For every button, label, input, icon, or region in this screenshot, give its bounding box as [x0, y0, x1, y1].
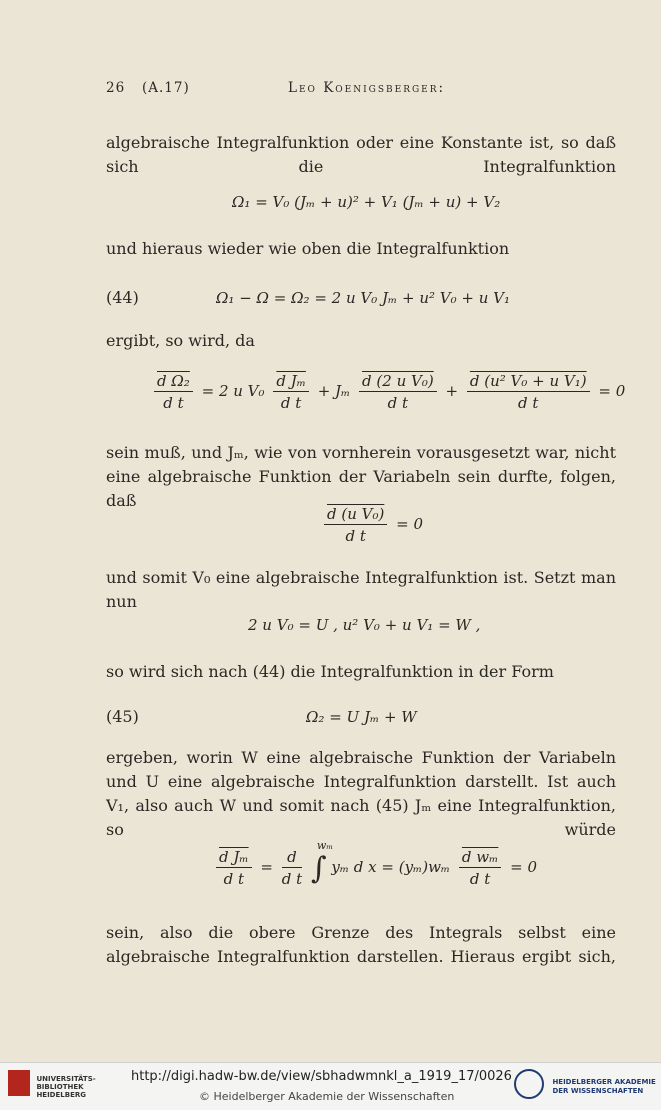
academy-seal-icon	[514, 1069, 544, 1099]
paragraph-8: sein, also die obere Grenze des Integrals selbst eine algebraische Integralfunktion darstellen. Hieraus ergibt sich,	[106, 923, 616, 966]
fraction-4: $\frac{\text{d (u² V₀ + u V₁)}}{\text{d t}}$	[467, 372, 590, 412]
page-number: 26	[106, 80, 126, 96]
fraction-2: $\frac{\text{d Jₘ}}{\text{d t}}$	[273, 372, 309, 412]
section-ref: (A.17)	[142, 80, 190, 96]
academy-logo[interactable]: HEIDELBERGER AKADEMIE DER WISSENSCHAFTEN	[514, 1069, 656, 1099]
document-url[interactable]: http://digi.hadw-bw.de/view/sbhadwmnkl_a_1919_17/0026	[131, 1069, 512, 1084]
equation-45-label: (45)	[106, 707, 139, 726]
equation-substitution: 2 u V₀ = U , u² V₀ + u V₁ = W ,	[248, 616, 481, 634]
equation-omega1: Ω₁ = V₀ (Jₘ + u)² + V₁ (Jₘ + u) + V₂	[232, 193, 501, 211]
paragraph-3: ergibt, so wird, da	[106, 331, 255, 350]
copyright-text: © Heidelberger Akademie der Wissenschaften	[199, 1090, 455, 1103]
paragraph-7: ergeben, worin W eine algebraische Funktion der Variabeln und U eine algebraische Integralfunktion darstellt. Ist auch V₁, also auch W und somit nach (45) Jₘ eine Integralfunktion, so würde	[106, 748, 616, 839]
equation-44: Ω₁ − Ω = Ω₂ = 2 u V₀ Jₘ + u² V₀ + u V₁	[216, 289, 510, 307]
paragraph-4: sein muß, und Jₘ, wie von vornherein vorausgesetzt war, nicht eine algebraische Funktion der Variabeln sein durfte, folgen, daß	[106, 443, 616, 510]
paragraph-1: algebraische Integralfunktion oder eine Konstante ist, so daß sich die Integralfunktion	[106, 133, 616, 176]
equation-44-label: (44)	[106, 288, 139, 307]
library-emblem-icon	[8, 1070, 30, 1096]
university-library-logo[interactable]: UNIVERSITÄTS- BIBLIOTHEK HEIDELBERG	[8, 1070, 96, 1099]
fraction-1: $\frac{\text{d Ω₂}}{\text{d t}}$	[154, 372, 193, 412]
fraction-3: $\frac{\text{d (2 u V₀)}}{\text{d t}}$	[359, 372, 437, 412]
paragraph-5: und somit V₀ eine algebraische Integralfunktion ist. Setzt man nun	[106, 568, 616, 611]
equation-duv: $\frac{\text{d (u V₀)}}{\text{d t}}$ = 0	[320, 505, 423, 545]
equation-45: Ω₂ = U Jₘ + W	[306, 708, 417, 726]
paragraph-6: so wird sich nach (44) die Integralfunktion in der Form	[106, 662, 554, 681]
author-name: Leo Koenigsberger:	[288, 80, 446, 96]
viewer-footer	[0, 1062, 661, 1110]
equation-derivative: $\frac{\text{d Ω₂}}{\text{d t}}$ = 2 u V₀ $\frac{\text{d Jₘ}}{\text{d t}}$ + Jₘ $\frac{\text{d (2 u V₀)}}{\text{d t}}$ + $\frac{\text{d (u² V₀ + u V₁)}}{\text{d t}}$ = 0	[150, 372, 625, 412]
equation-integral: $\frac{\text{d Jₘ}}{\text{d t}}$ = $\frac{d}{\text{d t}}$ wₘ ∫ yₘ d x = (yₘ)wₘ $\frac{\text{d wₘ}}{\text{d t}}$ = 0	[212, 848, 537, 888]
paragraph-2: und hieraus wieder wie oben die Integralfunktion	[106, 239, 510, 258]
